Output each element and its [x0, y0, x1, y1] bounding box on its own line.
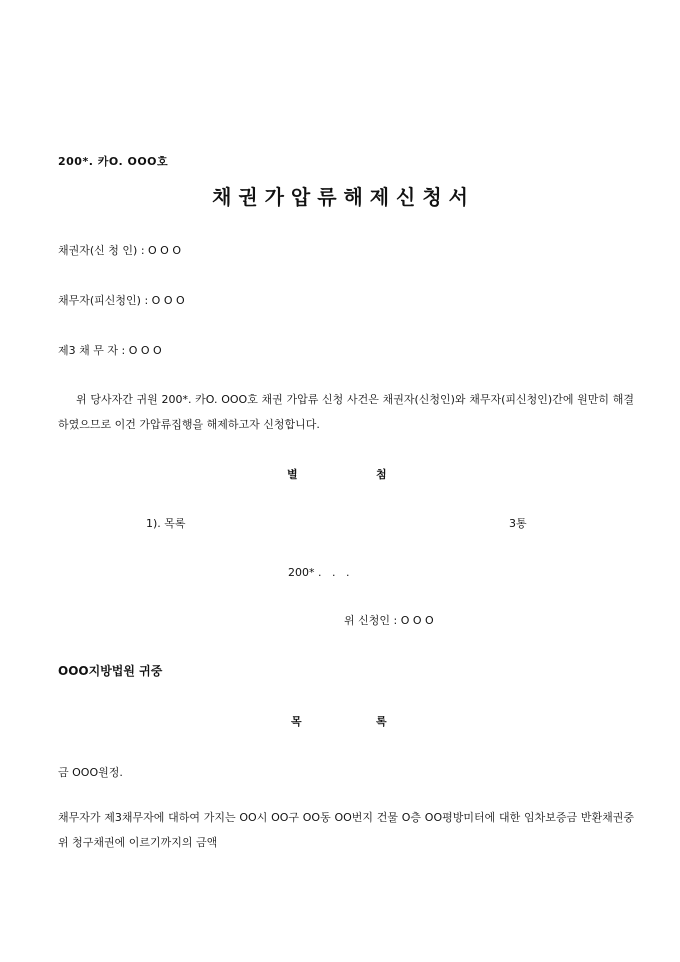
list-heading-left: 목: [291, 715, 302, 728]
claim-description: 채무자가 제3채무자에 대하여 가지는 OO시 OO구 OO동 OO번지 건물 O층 OO평방미터에 대한 임차보증금 반환채권중 위 청구채권에 이르기까지의 금액: [58, 811, 634, 849]
body-paragraph: 위 당사자간 귀원 200*. 카O. OOO호 채권 가압류 신청 사건은 채권자(신청인)와 채무자(피신청인)간에 원만히 해결하였으므로 이건 가압류집행을 해제하고자 신청합니다.: [58, 393, 634, 431]
creditor-line: 채권자(신 청 인) : O O O: [58, 244, 181, 257]
list-heading-right: 록: [376, 715, 387, 728]
court-addressee: OOO지방법원 귀중: [58, 664, 163, 678]
attachment-count: 3통: [509, 517, 527, 530]
attachment-item: 1). 목록: [146, 517, 186, 530]
third-debtor-line: 제3 채 무 자 : O O O: [58, 344, 162, 357]
attachment-heading-left: 별: [287, 468, 298, 481]
date-line: 200* . . .: [288, 566, 350, 579]
document-title: 채 권 가 압 류 해 제 신 청 서: [212, 185, 468, 209]
applicant-signature: 위 신청인 : O O O: [344, 614, 434, 627]
debtor-line: 채무자(피신청인) : O O O: [58, 294, 185, 307]
amount-line: 금 OOO원정.: [58, 766, 123, 779]
case-number: 200*. 카O. OOO호: [58, 155, 169, 168]
attachment-heading-right: 첨: [376, 468, 387, 481]
